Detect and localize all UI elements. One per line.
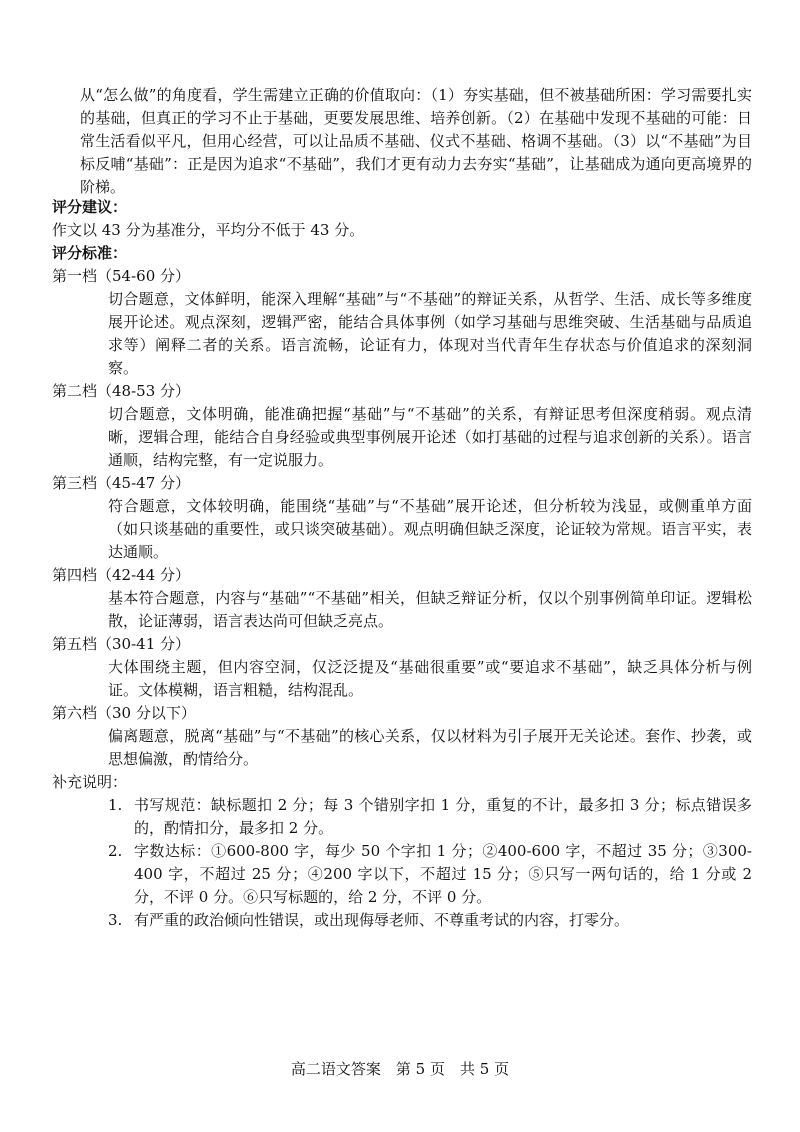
scoring-advice-text: 作文以 43 分为基准分，平均分不低于 43 分。 [52, 221, 365, 239]
grade-1-title: 第一档（54-60 分） [52, 267, 191, 285]
grade-5-body: 大体围绕主题，但内容空洞，仅泛泛提及“基础很重要”或“要追求不基础”，缺乏具体分析与例证。文体模糊，语言粗糙，结构混乱。 [108, 658, 752, 699]
grade-3-body: 符合题意，文体较明确，能围绕“基础”与“不基础”展开论述，但分析较为浅显，或侧重单方面（如只谈基础的重要性，或只谈突破基础）。观点明确但缺乏深度，论证较为常规。语言平实，表达通顺。 [108, 497, 752, 561]
scoring-advice-heading: 评分建议： [52, 198, 128, 216]
supplement-item-text: 书写规范：缺标题扣 2 分；每 3 个错别字扣 1 分，重复的不计，最多扣 3 分；标点错误多的，酌情扣分，最多扣 2 分。 [134, 796, 752, 837]
supplement-item-number: 3. [108, 911, 123, 929]
supplement-item-text: 字数达标：①600-800 字，每少 50 个字扣 1 分；②400-600 字，不超过 35 分；③300-400 字，不超过 25 分；④200 字以下，不超过 15 分；⑤只写一两句话的，给 1 分或 2 分，不评 0 分。⑥只写标题的，给 2 分，不评 0 分。 [134, 842, 752, 906]
supplement-heading: 补充说明： [52, 773, 128, 791]
grade-4-title: 第四档（42-44 分） [52, 566, 191, 584]
supplement-item-number: 1. [108, 796, 123, 814]
supplement-item [108, 840, 752, 909]
grade-1-body: 切合题意，文体鲜明，能深入理解“基础”与“不基础”的辩证关系，从哲学、生活、成长等多维度展开论述。观点深刻，逻辑严密，能结合具体事例（如学习基础与思维突破、生活基础与品质追求等）阐释二者的关系。语言流畅，论证有力，体现对当代青年生存状态与价值追求的深刻洞察。 [108, 290, 752, 377]
supplement-item [108, 909, 752, 932]
grade-5-title: 第五档（30-41 分） [52, 635, 191, 653]
scoring-standard-heading: 评分标准： [52, 244, 128, 262]
grade-3-title: 第三档（45-47 分） [52, 474, 191, 492]
intro-paragraph: 从“怎么做”的角度看，学生需建立正确的价值取向：（1）夯实基础，但不被基础所困：学习需要扎实的基础，但真正的学习不止于基础，更要发展思维、培养创新。（2）在基础中发现不基础的可能：日常生活看似平凡，但用心经营，可以让品质不基础、仪式不基础、格调不基础。（3）以“不基础”为目标反哺“基础”：正是因为追求“不基础”，我们才更有动力去夯实“基础”，让基础成为通向更高境界的阶梯。 [80, 86, 752, 196]
supplement-list [108, 794, 752, 932]
grade-2-title: 第二档（48-53 分） [52, 382, 191, 400]
grade-6-body: 偏离题意，脱离“基础”与“不基础”的核心关系，仅以材料为引子展开无关论述。套作、抄袭，或思想偏激，酌情给分。 [108, 727, 752, 768]
grade-6-title: 第六档（30 分以下） [52, 704, 196, 722]
grade-4-body: 基本符合题意，内容与“基础”“不基础”相关，但缺乏辩证分析，仅以个别事例简单印证。逻辑松散，论证薄弱，语言表达尚可但缺乏亮点。 [108, 589, 752, 630]
grade-2-body: 切合题意，文体明确，能准确把握“基础”与“不基础”的关系，有辩证思考但深度稍弱。观点清晰，逻辑合理，能结合自身经验或典型事例展开论述（如打基础的过程与追求创新的关系）。语言通顺，结构完整，有一定说服力。 [108, 405, 752, 469]
page-footer: 高二语文答案 第 5 页 共 5 页 [290, 1060, 510, 1078]
supplement-item-number: 2. [108, 842, 123, 860]
supplement-item-text: 有严重的政治倾向性错误，或出现侮辱老师、不尊重考试的内容，打零分。 [134, 911, 630, 929]
supplement-item [108, 794, 752, 840]
